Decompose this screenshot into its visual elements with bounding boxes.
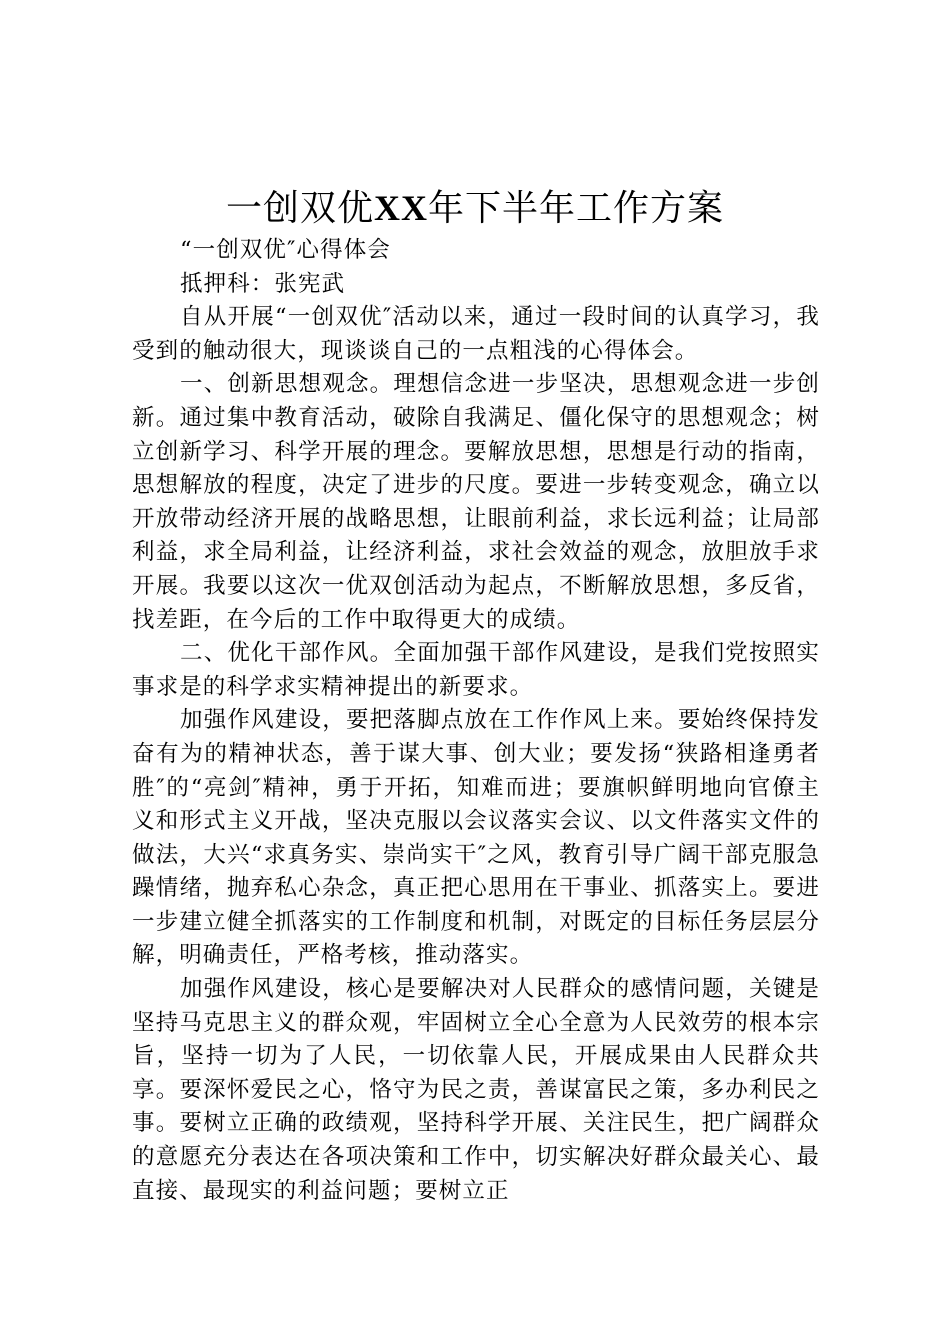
section-one-paragraph: 一、创新思想观念。理想信念进一步坚决，思想观念进一步创新。通过集中教育活动，破除自我满足、僵化保守的思想观念；树立创新学习、科学开展的理念。要解放思想，思想是行动的指南，思想解放的程度，决定了进步的尺度。要进一步转变观念，确立以开放带动经济开展的战略思想，让眼前利益，求长远利益；让局部利益，求全局利益，让经济利益，求社会效益的观念，放胆放手求开展。我要以这次一优双创活动为起点，不断解放思想，多反省，找差距，在今后的工作中取得更大的成绩。 xyxy=(132,371,820,633)
work-style-paragraph: 加强作风建设，要把落脚点放在工作作风上来。要始终保持发奋有为的精神状态，善于谋大事、创大业；要发扬“狭路相逢勇者胜″的“亮剑″精神，勇于开拓，知难而进；要旗帜鲜明地向官僚主义和形式主义开战，坚决克服以会议落实会议、以文件落实文件的做法，大兴“求真务实、崇尚实干″之风，教育引导广阔干部克服急躁情绪，抛弃私心杂念，真正把心思用在干事业、抓落实上。要进一步建立健全抓落实的工作制度和机制，对既定的目标任务层层分解，明确责任，严格考核，推动落实。 xyxy=(132,707,820,969)
title-bold-xx: XX xyxy=(374,188,428,228)
intro-paragraph: 自从开展“一创双优″活动以来，通过一段时间的认真学习，我受到的触动很大，现谈谈自己的一点粗浅的心得体会。 xyxy=(132,304,820,364)
section-two-paragraph: 二、优化干部作风。全面加强干部作风建设，是我们党按照实事求是的科学求实精神提出的新要求。 xyxy=(132,640,820,700)
title-prefix: 一创双优 xyxy=(225,188,374,229)
mass-line-paragraph: 加强作风建设，核心是要解决对人民群众的感情问题，关键是坚持马克思主义的群众观，牢固树立全心全意为人民效劳的根本宗旨，坚持一切为了人民，一切依靠人民，开展成果由人民群众共享。要深怀爱民之心，恪守为民之责，善谋富民之策，多办利民之事。要树立正确的政绩观，坚持科学开展、关注民生，把广阔群众的意愿充分表达在各项决策和工作中，切实解决好群众最关心、最直接、最现实的利益问题；要树立正 xyxy=(132,976,820,1204)
title-suffix: 年下半年工作方案 xyxy=(428,188,725,229)
document-title xyxy=(0,184,950,233)
subtitle-paragraph: “一创双优″心得体会 xyxy=(180,237,391,263)
document-body xyxy=(132,234,820,1208)
author-line: 抵押科：张宪武 xyxy=(180,270,346,297)
